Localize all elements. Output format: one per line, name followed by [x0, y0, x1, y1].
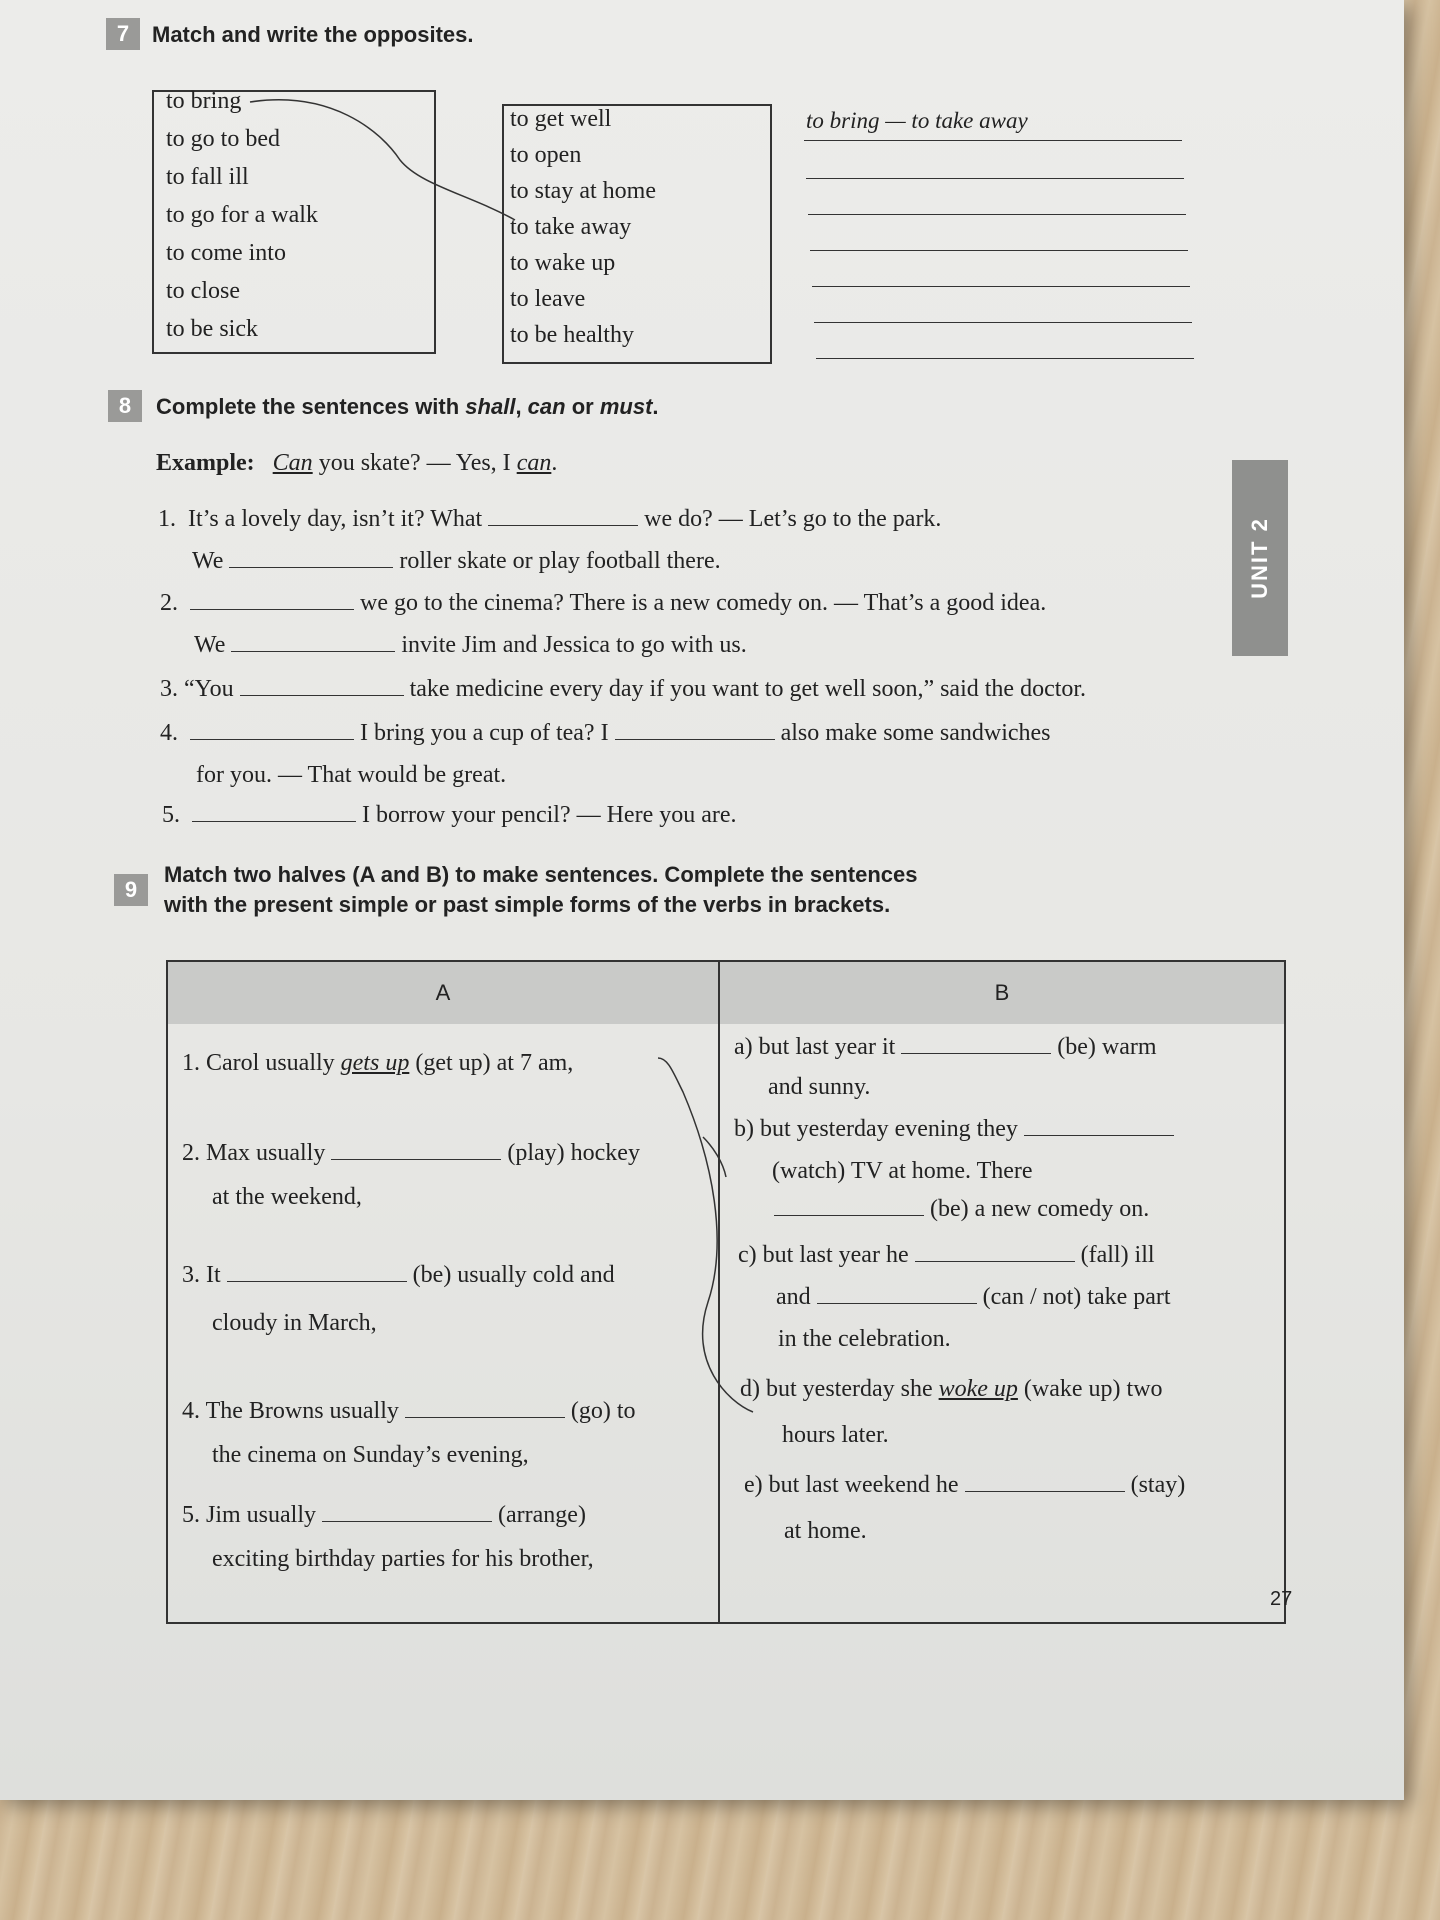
answer-line[interactable]	[810, 250, 1188, 251]
b-item-a: a) but last year it (be) warm	[734, 1034, 1157, 1060]
b-item-e: e) but last weekend he (stay)	[744, 1472, 1186, 1498]
sentence-5: 5. I borrow your pencil? — Here you are.	[162, 802, 737, 828]
sentence-1a: 1. It’s a lovely day, isn’t it? What we do? — Let’s go to the park.	[158, 506, 942, 532]
left-word: to be sick	[166, 316, 258, 342]
answer-blank[interactable]	[192, 803, 356, 822]
unit-tab	[1232, 460, 1288, 656]
answer-blank[interactable]	[240, 677, 404, 696]
a-item-3-cont: cloudy in March,	[212, 1310, 377, 1336]
b-item-c-cont: and (can / not) take part	[776, 1284, 1171, 1310]
right-word: to wake up	[510, 250, 616, 276]
answer-blank[interactable]	[229, 549, 393, 568]
answer-line[interactable]	[812, 286, 1190, 287]
matching-table	[166, 960, 1286, 1624]
a-item-2-cont: at the weekend,	[212, 1184, 362, 1210]
right-word: to be healthy	[510, 322, 634, 348]
left-word: to bring	[166, 88, 242, 114]
column-a-header: A	[168, 962, 718, 1024]
answer-blank[interactable]	[190, 721, 354, 740]
b-item-b-cont-2: (be) a new comedy on.	[774, 1196, 1149, 1223]
left-word: to come into	[166, 240, 286, 266]
b-item-c-cont-2: in the celebration.	[778, 1326, 951, 1352]
a-item-4-cont: the cinema on Sunday’s evening,	[212, 1442, 529, 1468]
a-item-3: 3. It (be) usually cold and	[182, 1262, 615, 1288]
a-item-4: 4. The Browns usually (go) to	[182, 1398, 636, 1424]
left-word: to fall ill	[166, 164, 249, 190]
exercise-9-number: 9	[114, 874, 148, 906]
b-item-d-cont: hours later.	[782, 1422, 889, 1448]
answer-line[interactable]	[814, 322, 1192, 323]
answer-line[interactable]	[808, 214, 1186, 215]
sentence-2a: 2. we go to the cinema? There is a new comedy on. — That’s a good idea.	[160, 590, 1047, 616]
left-word: to go to bed	[166, 126, 280, 152]
answer-blank[interactable]	[615, 721, 775, 740]
unit-label: UNIT 2	[1247, 517, 1272, 599]
sentence-1b: We roller skate or play football there.	[192, 548, 721, 574]
answer-blank[interactable]	[231, 633, 395, 652]
answer-line[interactable]	[804, 140, 1182, 141]
a-item-5-cont: exciting birthday parties for his brother,	[212, 1546, 594, 1572]
right-word: to stay at home	[510, 178, 656, 204]
example-sentence: Example: Can you skate? — Yes, I can.	[156, 450, 558, 476]
right-word: to take away	[510, 214, 632, 240]
left-word: to go for a walk	[166, 202, 318, 228]
sentence-2b: We invite Jim and Jessica to go with us.	[194, 632, 747, 658]
exercise-9-title-line-2: with the present simple or past simple forms of the verbs in brackets.	[164, 892, 891, 917]
left-word: to close	[166, 278, 240, 304]
right-word: to leave	[510, 286, 586, 312]
b-item-d: d) but yesterday she woke up (wake up) two	[740, 1376, 1163, 1402]
exercise-8-number: 8	[108, 390, 142, 422]
answer-line[interactable]	[816, 358, 1194, 359]
right-word: to get well	[510, 106, 612, 132]
sentence-4b: for you. — That would be great.	[196, 762, 507, 788]
answer-blank[interactable]	[488, 507, 638, 526]
b-item-c: c) but last year he (fall) ill	[738, 1242, 1155, 1268]
exercise-8-title: Complete the sentences with shall, can or must.	[156, 394, 659, 419]
exercise-9-title-line-1: Match two halves (A and B) to make sentences. Complete the sentences	[164, 862, 918, 887]
right-word: to open	[510, 142, 582, 168]
a-item-2: 2. Max usually (play) hockey	[182, 1140, 640, 1166]
answer-blank[interactable]	[190, 591, 354, 610]
a-item-1: 1. Carol usually gets up (get up) at 7 am,	[182, 1050, 574, 1076]
b-item-e-cont: at home.	[784, 1518, 867, 1544]
sentence-3: 3. “You take medicine every day if you want to get well soon,” said the doctor.	[160, 676, 1087, 702]
answer-line[interactable]	[806, 178, 1184, 179]
sentence-4a: 4. I bring you a cup of tea? I also make some sandwiches	[160, 720, 1051, 746]
a-item-5: 5. Jim usually (arrange)	[182, 1502, 586, 1528]
example-answer: to bring — to take away	[806, 108, 1028, 133]
matching-curve-9	[168, 962, 1284, 1622]
page-number: 27	[1270, 1588, 1293, 1610]
b-item-b: b) but yesterday evening they	[734, 1116, 1174, 1143]
b-item-b-cont: (watch) TV at home. There	[772, 1158, 1033, 1184]
matching-line-7	[0, 0, 1404, 400]
column-b-header: B	[720, 962, 1284, 1024]
exercise-7-title: Match and write the opposites.	[152, 22, 474, 47]
exercise-7-number: 7	[106, 18, 140, 50]
b-item-a-cont: and sunny.	[768, 1074, 871, 1100]
